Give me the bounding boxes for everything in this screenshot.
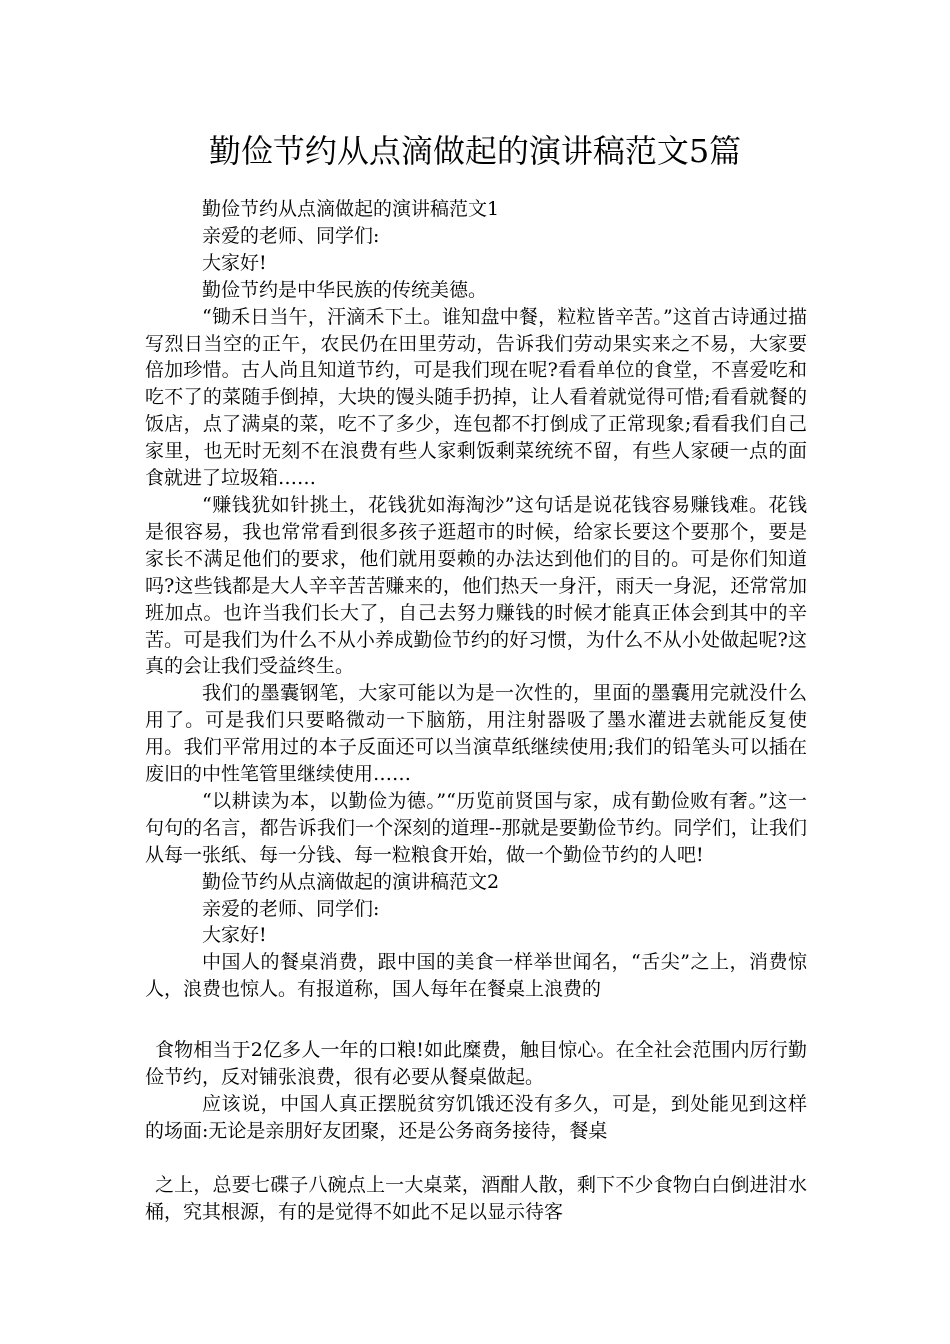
paragraph: 中国人的餐桌消费，跟中国的美食一样举世闻名，“舌尖”之上，消费惊人，浪费也惊人。有报道称，国人每年在餐桌上浪费的 xyxy=(145,951,807,1001)
paragraph: 之上，总要七碟子八碗点上一大桌菜，酒酣人散，剩下不少食物白白倒进泔水桶，究其根源，有的是觉得不如此不足以显示待客 xyxy=(145,1174,807,1223)
paragraph: “赚钱犹如针挑土，花钱犹如海淘沙”这句话是说花钱容易赚钱难。花钱是很容易，我也常常看到很多孩子逛超市的时候，给家长要这个要那个，要是家长不满足他们的要求，他们就用耍赖的办法达到他们的目的。可是你们知道吗?这些钱都是大人辛辛苦苦赚来的，他们热天一身汗，雨天一身泥，还常常加班加点。也许当我们长大了，自己去努力赚钱的时候才能真正体会到其中的辛苦。可是我们为什么不从小养成勤俭节约的好习惯，为什么不从小处做起呢?这真的会让我们受益终生。 xyxy=(145,493,807,678)
document-body xyxy=(145,196,807,1003)
section-heading-1: 勤俭节约从点滴做起的演讲稿范文1 xyxy=(202,198,500,220)
paragraph: “锄禾日当午，汗滴禾下土。谁知盘中餐，粒粒皆辛苦。”这首古诗通过描写烈日当空的正午，农民仍在田里劳动，告诉我们劳动果实来之不易，大家要倍加珍惜。古人尚且知道节约，可是我们现在呢?看看单位的食堂，不喜爱吃和吃不了的菜随手倒掉，大块的馒头随手扔掉，让人看着就觉得可惜;看看就餐的饭店，点了满桌的菜，吃不了多少，连包都不打倒成了正常现象;看看我们自己家里，也无时无刻不在浪费有些人家剩饭剩菜统统不留，有些人家硬一点的面食就进了垃圾箱…… xyxy=(145,305,807,490)
document-body-continued xyxy=(145,1037,807,1145)
salutation: 亲爱的老师、同学们: xyxy=(202,224,380,247)
paragraph: 我们的墨囊钢笔，大家可能以为是一次性的，里面的墨囊用完就没什么用了。可是我们只要略微动一下脑筋，用注射器吸了墨水灌进去就能反复使用。我们平常用过的本子反面还可以当演草纸继续使用;我们的铅笔头可以插在废旧的中性笔管里继续使用…… xyxy=(145,682,807,786)
greeting: 大家好! xyxy=(202,251,267,274)
section-heading-2: 勤俭节约从点滴做起的演讲稿范文2 xyxy=(202,870,500,893)
document-title: 勤俭节约从点滴做起的演讲稿范文5篇 xyxy=(208,132,742,170)
paragraph: “以耕读为本，以勤俭为德。”“历览前贤国与家，成有勤俭败有奢。”这一句句的名言，都告诉我们一个深刻的道理--那就是要勤俭节约。同学们，让我们从每一张纸、每一分钱、每一粒粮食开始，做一个勤俭节约的人吧! xyxy=(145,789,807,866)
paragraph: 应该说，中国人真正摆脱贫穷饥饿还没有多久，可是，到处能见到这样的场面:无论是亲朋好友团聚，还是公务商务接待，餐桌 xyxy=(145,1092,807,1142)
paragraph: 食物相当于2亿多人一年的口粮!如此糜费，触目惊心。在全社会范围内厉行勤俭节约，反对铺张浪费，很有必要从餐桌做起。 xyxy=(145,1039,807,1088)
greeting: 大家好! xyxy=(202,924,267,947)
paragraph: 勤俭节约是中华民族的传统美德。 xyxy=(202,278,488,301)
document-body-continued-2 xyxy=(145,1172,807,1226)
salutation: 亲爱的老师、同学们: xyxy=(202,897,380,920)
